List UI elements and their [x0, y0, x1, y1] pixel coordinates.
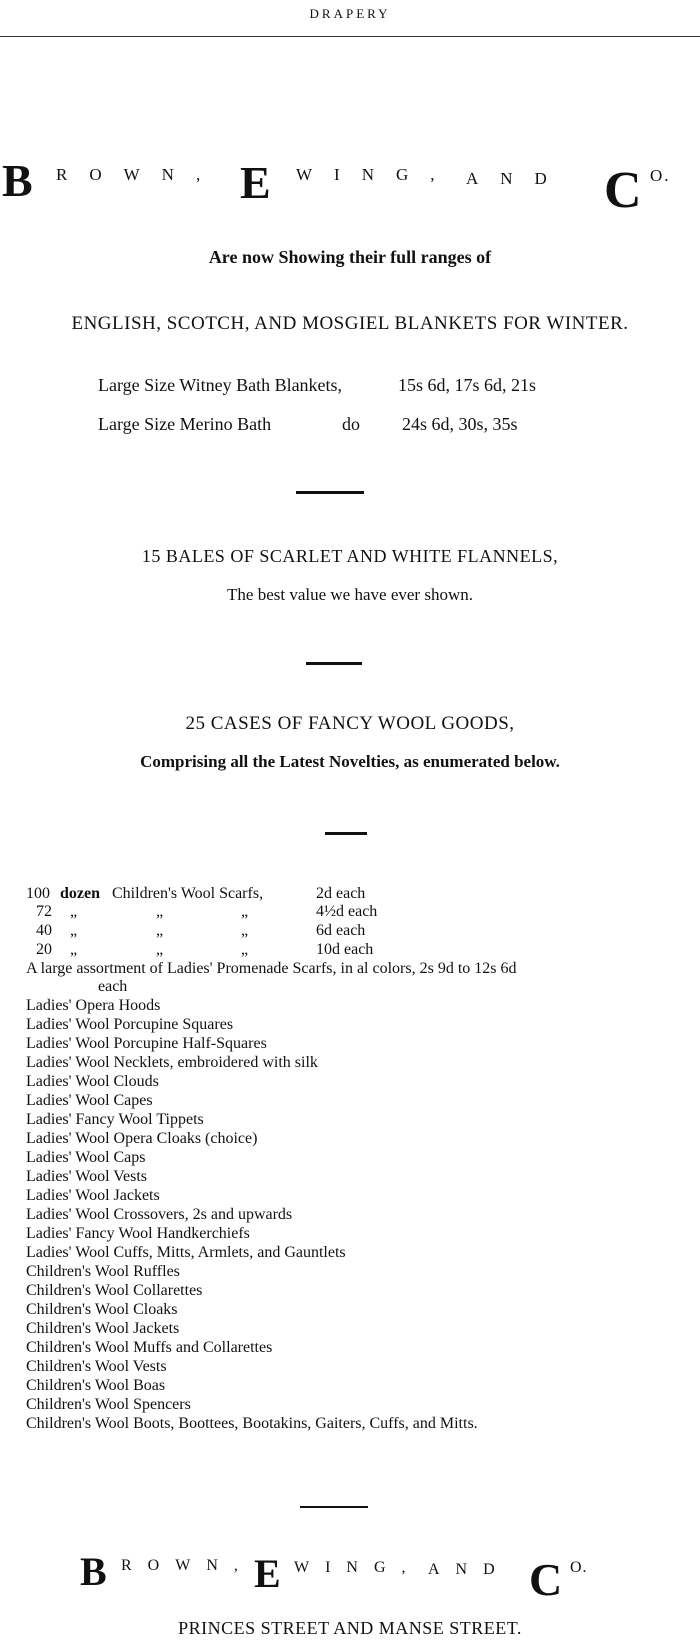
list-item: Ladies' Fancy Wool Tippets [26, 1111, 204, 1128]
ditto-mark: „ [241, 941, 249, 958]
list-item: Ladies' Wool Vests [26, 1168, 147, 1185]
firm-name-top [0, 150, 700, 220]
wool-goods-heading: 25 CASES OF FANCY WOOL GOODS, [185, 713, 515, 734]
list-item: Children's Wool Boas [26, 1377, 166, 1394]
list-item: Ladies' Fancy Wool Handkerchiefs [26, 1225, 250, 1242]
list-item: Children's Wool Cloaks [26, 1301, 178, 1318]
promenade-line: A large assortment of Ladies' Promenade Scarfs, in al colors, 2s 9d to 12s 6d [26, 960, 517, 977]
scarf-unit: dozen [60, 885, 100, 902]
list-item: Children's Wool Ruffles [26, 1263, 180, 1280]
ditto-mark: „ [241, 903, 249, 920]
firm-word-rown: ROWN, [56, 165, 223, 184]
list-item: Children's Wool Spencers [26, 1396, 191, 1413]
divider-rule [306, 662, 362, 665]
initial-b: B [2, 155, 33, 206]
wool-goods-subtext: Comprising all the Latest Novelties, as enumerated below. [140, 752, 560, 771]
ditto-mark: „ [70, 903, 78, 920]
scarf-qty: 40 [36, 922, 52, 939]
list-item: Children's Wool Boots, Boottees, Bootakins, Gaiters, Cuffs, and Mitts. [26, 1415, 478, 1432]
price-values: 15s 6d, 17s 6d, 21s [398, 375, 537, 395]
scarf-price: 2d each [316, 885, 366, 902]
scarf-qty: 100 [26, 885, 50, 902]
firm-word-o: O. [570, 1559, 588, 1576]
divider-rule [325, 832, 367, 835]
firm-word-rown: ROWN, [121, 1557, 254, 1574]
ditto-mark: „ [156, 922, 164, 939]
address-text: PRINCES STREET AND MANSE STREET. [178, 1618, 522, 1638]
list-item: Ladies' Wool Necklets, embroidered with silk [26, 1054, 318, 1071]
ditto-mark: „ [70, 922, 78, 939]
ditto-mark: „ [156, 903, 164, 920]
firm-word-wing: WING, [294, 1559, 422, 1576]
scarf-price: 10d each [316, 941, 374, 958]
price-values: 24s 6d, 30s, 35s [402, 414, 518, 434]
firm-word-and: AND [428, 1561, 511, 1578]
page-header [0, 0, 700, 38]
firm-word-wing: WING, [296, 165, 457, 184]
scarf-price: 6d each [316, 922, 366, 939]
list-item: Children's Wool Vests [26, 1358, 167, 1375]
list-item: Children's Wool Muffs and Collarettes [26, 1339, 273, 1356]
intro-text: Are now Showing their full ranges of [208, 247, 492, 267]
scarf-desc: Children's Wool Scarfs, [112, 885, 264, 902]
list-item: Children's Wool Jackets [26, 1320, 180, 1337]
divider-rule [296, 491, 364, 494]
firm-word-o: O. [650, 166, 671, 185]
list-item: Ladies' Wool Caps [26, 1149, 146, 1166]
list-item: Ladies' Wool Jackets [26, 1187, 160, 1204]
scarf-price: 4½d each [316, 903, 378, 920]
ditto-mark: „ [70, 941, 78, 958]
ditto-mark: „ [156, 941, 164, 958]
promenade-line-continued: each [98, 978, 128, 995]
header-rule [0, 36, 700, 37]
list-item: Ladies' Wool Cuffs, Mitts, Armlets, and Gauntlets [26, 1244, 346, 1261]
list-item: Children's Wool Collarettes [26, 1282, 203, 1299]
flannels-heading: 15 BALES OF SCARLET AND WHITE FLANNELS, [141, 546, 559, 566]
initial-b: B [80, 1549, 107, 1594]
initial-e: E [240, 157, 271, 208]
initial-c: C [529, 1554, 563, 1605]
price-item: Large Size Witney Bath Blankets, [98, 375, 343, 395]
list-item: Ladies' Wool Porcupine Half-Squares [26, 1035, 267, 1052]
list-item: Ladies' Wool Clouds [26, 1073, 159, 1090]
flannels-subtext: The best value we have ever shown. [227, 585, 473, 604]
firm-word-and: AND [466, 169, 569, 188]
list-item: Ladies' Wool Crossovers, 2s and upwards [26, 1206, 293, 1223]
scarf-qty: 20 [36, 941, 52, 958]
price-item: Large Size Merino Bath [98, 414, 272, 434]
firm-name-bottom [0, 1548, 700, 1618]
blankets-heading: ENGLISH, SCOTCH, AND MOSGIEL BLANKETS FOR WINTER. [71, 313, 629, 334]
list-item: Ladies' Wool Capes [26, 1092, 153, 1109]
ditto-mark: „ [241, 922, 249, 939]
initial-c: C [604, 162, 642, 219]
price-ditto: do [342, 414, 360, 434]
list-item: Ladies' Opera Hoods [26, 997, 161, 1014]
initial-e: E [254, 1551, 281, 1596]
section-title: DRAPERY [309, 6, 391, 21]
scarf-qty: 72 [36, 903, 52, 920]
list-item: Ladies' Wool Opera Cloaks (choice) [26, 1130, 258, 1147]
divider-rule [300, 1506, 368, 1508]
list-item: Ladies' Wool Porcupine Squares [26, 1016, 234, 1033]
